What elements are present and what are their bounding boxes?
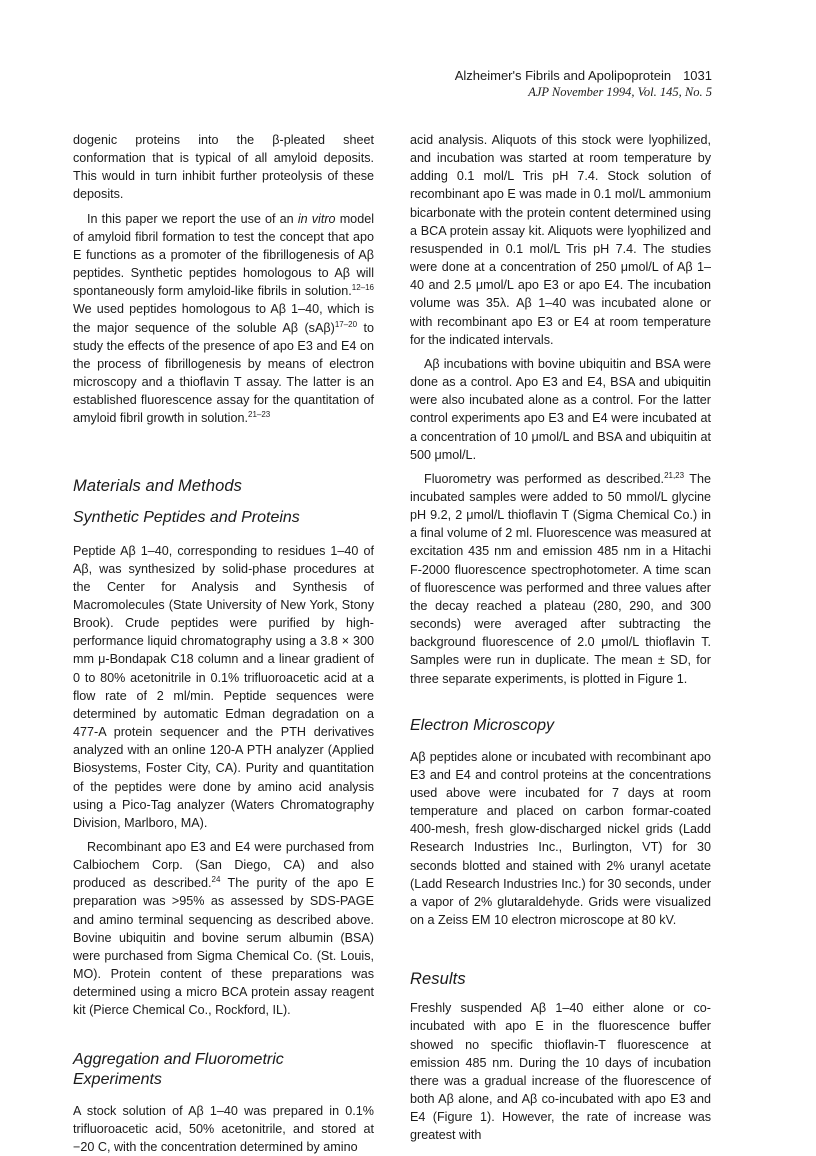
em-paragraph-1: Aβ peptides alone or incubated with recombinant apo E3 and E4 and control proteins at the concentrations used above were incubated for 7 days at room temperature and placed on carbon formar-coated 400-mesh, fresh glow-discharged nickel grids (Ladd Research Industries Inc., Burlington, VT) for 30 seconds blotted and stained with 2% uranyl acetate (Ladd Research Industries Inc.) for 30 seconds, under a vapor of 2% glutaraldehyde. Grids were visualized on a Zeiss EM 10 electron microscope at 80 kV. <box>410 749 712 928</box>
italic-run: in vitro <box>297 211 336 226</box>
citation-ref: 24 <box>211 875 221 885</box>
left-column <box>73 131 374 1156</box>
aggregation-paragraph-1-continued: acid analysis. Aliquots of this stock were lyophilized, and incubation was started at room temperature by adding 0.1 mol/L Tris pH 7.4. Stock solution of recombinant apo E was made in 0.1 mol/L ammonium bicarbonate with the protein content determined using a BCA protein assay kit. Aliquots were lyophilized and resuspended in 0.1 mol/L Tris pH 7.4. The studies were done at a concentration of 250 μmol/L of Aβ 1–40 and 2.5 μmol/L apo E3 or apo E4. The incubation volume was 35λ. Aβ 1–40 was incubated alone or with recombinant apo E3 or E4 at room temperature for the indicated intervals. <box>410 133 711 347</box>
subsection-heading-synthetic: Synthetic Peptides and Proteins <box>73 508 300 526</box>
subsection-heading-electron-microscopy: Electron Microscopy <box>410 716 555 734</box>
citation-ref: 21–23 <box>248 410 271 420</box>
section-heading-results: Results <box>410 970 466 989</box>
running-head <box>455 68 712 100</box>
journal-citation: AJP November 1994, Vol. 145, No. 5 <box>528 85 712 99</box>
text-run: model of amyloid fibril formation to test the concept that apo E functions as a promoter of the fibrillogenesis of Aβ peptides. Synthetic peptides homologous to Aβ will spontaneously form amyloid-like fibrils in solution. <box>73 211 374 299</box>
text-run: Recombinant apo E3 and E4 were purchased from Calbiochem Corp. (San Diego, CA) and also produced as described. <box>73 840 374 891</box>
citation-ref: 17–20 <box>334 319 358 329</box>
citation-ref: 21,23 <box>664 470 685 480</box>
page-number: 1031 <box>683 68 712 83</box>
synthetic-paragraph-2 <box>73 838 374 1020</box>
subsection-heading-aggregation: Aggregation and Fluorometric Experiments <box>73 1050 284 1088</box>
running-title: Alzheimer's Fibrils and Apolipoprotein <box>454 68 672 83</box>
text-run: The incubated samples were added to 50 mmol/L glycine pH 9.2, 2 μmol/L thioflavin T (Sigma Chemical Co.) in a final volume of 2 ml. Fluorescence was measured at excitation 435 nm and emission 485 nm in a Hitachi F-2000 fluorescence spectrophotometer. A time scan of fluorescence was performed and three values after the decay reached a plateau (280, 290, and 300 seconds) were averaged after subtracting the background fluorescence of 2.0 μmol/L thioflavin T. Samples were run in duplicate. The mean ± SD, for three separate experiments, is plotted in Figure 1. <box>410 471 711 686</box>
intro-paragraph-2 <box>73 210 374 428</box>
intro-paragraph-1: dogenic proteins into the β-pleated sheet conformation that is typical of all amyloid deposits. This would in turn inhibit further proteolysis of these deposits. <box>73 133 374 202</box>
aggregation-paragraph-3 <box>410 470 711 688</box>
results-paragraph-1: Freshly suspended Aβ 1–40 either alone or co-incubated with apo E in the fluorescence buffer showed no specific thioflavin-T fluorescence at emission 485 nm. During the 10 days of incubation there was a gradual increase of the fluorescence of both Aβ alone, and Aβ co-incubated with apo E3 and E4 (Figure 1). However, the rate of increase was greatest with <box>410 1001 711 1143</box>
citation-ref: 12–16 <box>351 283 374 293</box>
section-heading-methods: Materials and Methods <box>73 476 243 495</box>
aggregation-paragraph-1: A stock solution of Aβ 1–40 was prepared in 0.1% trifluoroacetic acid, 50% acetonitrile, and stored at −20 C, with the concentration determined by amino <box>73 1103 374 1154</box>
text-run: The purity of the apo E preparation was >95% as assessed by SDS-PAGE and amino terminal sequencing as described above. Bovine ubiquitin and bovine serum albumin (BSA) were purchased from Sigma Chemical Co. (St. Louis, MO). Protein content of these preparations was determined using a micro BCA protein assay reagent kit (Pierce Chemical Co., Rockford, IL). <box>73 876 375 1018</box>
text-run: Fluorometry was performed as described. <box>424 471 665 486</box>
text-run: to study the effects of the presence of apo E3 and E4 on the process of fibrillogenesis by means of electron microscopy and a thioflavin T assay. The latter is an established fluorescence assay for the quantitation of amyloid fibril growth in solution. <box>73 320 374 426</box>
text-run: We used peptides homologous to Aβ 1–40, which is the major sequence of the soluble Aβ (sAβ) <box>73 302 374 335</box>
running-head-line <box>455 68 712 84</box>
right-column <box>410 131 711 1145</box>
text-run: In this paper we report the use of an <box>87 211 298 226</box>
synthetic-paragraph-1: Peptide Aβ 1–40, corresponding to residues 1–40 of Aβ, was synthesized by solid-phase procedures at the Center for Analysis and Synthesis of Macromolecules (State University of New York, Stony Brook). Crude peptides were purified by high-performance liquid chromatography using a 3.8 × 300 mm μ-Bondapak C18 column and a linear gradient of 0 to 80% acetonitrile in 0.1% trifluoroacetic acid at a flow rate of 2 ml/min. Peptide sequences were determined by automatic Edman degradation on a 477-A protein sequencer and the PTH derivatives analyzed with an online 120-A PTH analyzer (Applied Biosystems, Foster City, CA). Purity and quantitation of the peptides were done by amino acid analysis using a Pico-Tag analyzer (Waters Chromatography Division, Marlboro, MA). <box>73 543 374 830</box>
aggregation-paragraph-2: Aβ incubations with bovine ubiquitin and BSA were done as a control. Apo E3 and E4, BSA and ubiquitin were also incubated alone as a control. For the latter control experiments apo E3 and E4 were incubated at a concentration of 10 μmol/L and BSA and ubiquitin at 500 μmol/L. <box>410 356 711 462</box>
